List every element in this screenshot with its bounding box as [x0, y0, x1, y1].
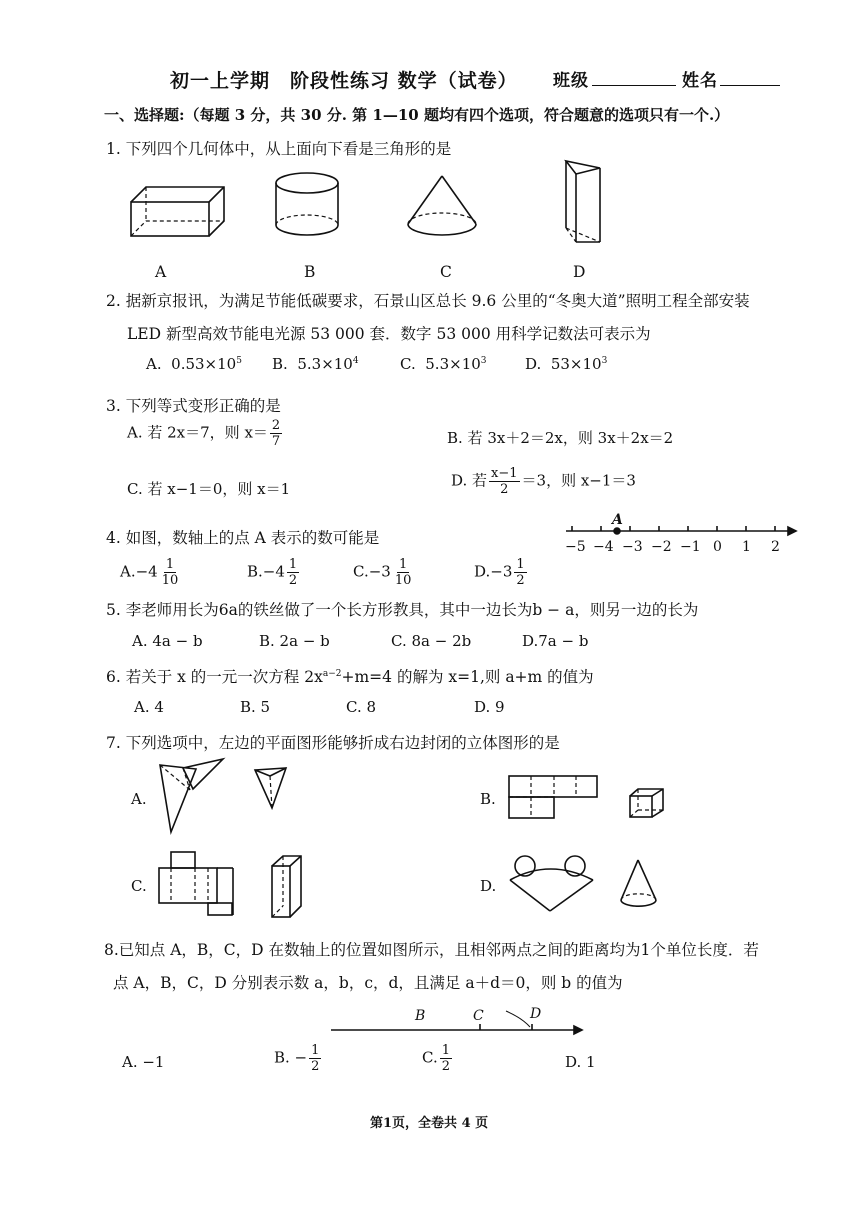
name-label: 姓名	[682, 71, 718, 91]
q4-tick-label: −4	[593, 539, 614, 555]
q4-tick-label: −3	[622, 539, 643, 555]
q7-label-b[interactable]: B.	[480, 790, 496, 808]
q4-option-c[interactable]: C.−3 $\frac{1}{10}$	[353, 557, 412, 588]
q4-tick-label: −2	[651, 539, 672, 555]
q6-option-d[interactable]: D. 9	[474, 698, 505, 716]
q2-option-d[interactable]: D. $53\times 10^3$	[525, 355, 608, 373]
q8-label-b: B	[415, 1008, 426, 1024]
q6-option-c[interactable]: C. 8	[346, 698, 377, 716]
q4-tick-label: 2	[771, 539, 780, 555]
q4-option-a[interactable]: A.−4 $\frac{1}{10}$	[120, 557, 179, 588]
q6-stem: 6. 若关于 x 的一元一次方程 $2x^{a-2}+m=4$ 的解为 x=1,则 a+m 的值为	[106, 668, 594, 686]
q2-stem-line2: LED 新型高效节能电光源 53 000 套．数字 53 000 用科学记数法可表示为	[127, 325, 651, 343]
q7-label-d[interactable]: D.	[480, 877, 497, 895]
q5-option-d[interactable]: D.7a − b	[522, 632, 589, 650]
q4-tick-label: 1	[742, 539, 751, 555]
page-title: 初一上学期 阶段性练习 数学（试卷）	[170, 70, 518, 92]
q6-option-a[interactable]: A. 4	[134, 698, 164, 716]
q2-option-b[interactable]: B. $5.3\times 10^4$	[272, 355, 359, 373]
q1-label-a: A	[155, 263, 167, 281]
q1-label-b: B	[304, 263, 316, 281]
q8-label-d: D	[530, 1006, 542, 1022]
q3-option-c[interactable]: C. 若 x−1＝0，则 x＝1	[127, 480, 291, 498]
q2-option-c[interactable]: C. $5.3\times 10^3$	[400, 355, 487, 373]
q1-stem: 1. 下列四个几何体中，从上面向下看是三角形的是	[106, 140, 452, 158]
q8-option-c[interactable]: C. $\frac{1}{2}$	[422, 1043, 450, 1074]
q8-stem-line2: 点 A，B，C，D 分别表示数 a，b，c，d，且满足 a＋d＝0，则 b 的值为	[113, 974, 623, 992]
q6-option-b[interactable]: B. 5	[240, 698, 271, 716]
q7-label-a[interactable]: A.	[131, 790, 147, 808]
q8-stem-line1: 8.已知点 A，B，C，D 在数轴上的位置如图所示，且相邻两点之间的距离均为1个单位长度．若	[104, 941, 759, 959]
q3-stem: 3. 下列等式变形正确的是	[106, 397, 281, 415]
q2-stem-line1: 2. 据新京报讯，为满足节能低碳要求，石景山区总长 9.6 公里的“冬奥大道”照明工程全部安装	[106, 292, 750, 310]
q5-stem: 5. 李老师用长为6a的铁丝做了一个长方形教具，其中一边长为b − a，则另一边的长为	[106, 601, 699, 619]
q5-option-c[interactable]: C. 8a − 2b	[391, 632, 472, 650]
q1-label-d: D	[573, 263, 586, 281]
class-label: 班级	[553, 71, 589, 91]
q3-option-b[interactable]: B. 若 3x＋2＝2x，则 3x＋2x＝2	[447, 429, 674, 447]
page-footer: 第1页，全卷共 4 页	[370, 1116, 489, 1131]
section-heading: 一、选择题:（每题 3 分，共 30 分. 第 1—10 题均有四个选项，符合题意的选项只有一个.）	[104, 106, 730, 124]
q8-option-b[interactable]: B. − $\frac{1}{2}$	[274, 1043, 320, 1074]
q5-option-b[interactable]: B. 2a − b	[259, 632, 330, 650]
q4-tick-label: −1	[680, 539, 701, 555]
q8-option-a[interactable]: A. −1	[122, 1053, 165, 1071]
q4-tick-label: 0	[713, 539, 722, 555]
q5-option-a[interactable]: A. 4a − b	[132, 632, 203, 650]
q7-label-c[interactable]: C.	[131, 877, 147, 895]
q4-option-d[interactable]: D.−3 $\frac{1}{2}$	[474, 557, 525, 588]
q3-option-a[interactable]: A. 若 2x＝7，则 x＝ $\frac{2}{7}$	[127, 418, 281, 449]
q3-option-d[interactable]: D. 若 $\frac{x-1}{2}$ ＝3，则 x−1＝3	[451, 466, 636, 497]
q8-option-d[interactable]: D. 1	[565, 1053, 596, 1071]
q8-label-c: C	[473, 1008, 484, 1024]
q4-point-label: A	[612, 512, 623, 528]
q4-tick-label: −5	[565, 539, 586, 555]
q1-label-c: C	[440, 263, 452, 281]
q4-option-b[interactable]: B.−4 $\frac{1}{2}$	[247, 557, 298, 588]
q7-stem: 7. 下列选项中，左边的平面图形能够折成右边封闭的立体图形的是	[106, 734, 560, 752]
q4-stem: 4. 如图，数轴上的点 A 表示的数可能是	[106, 529, 380, 547]
q2-option-a[interactable]: A. $0.53\times 10^5$	[146, 355, 242, 373]
